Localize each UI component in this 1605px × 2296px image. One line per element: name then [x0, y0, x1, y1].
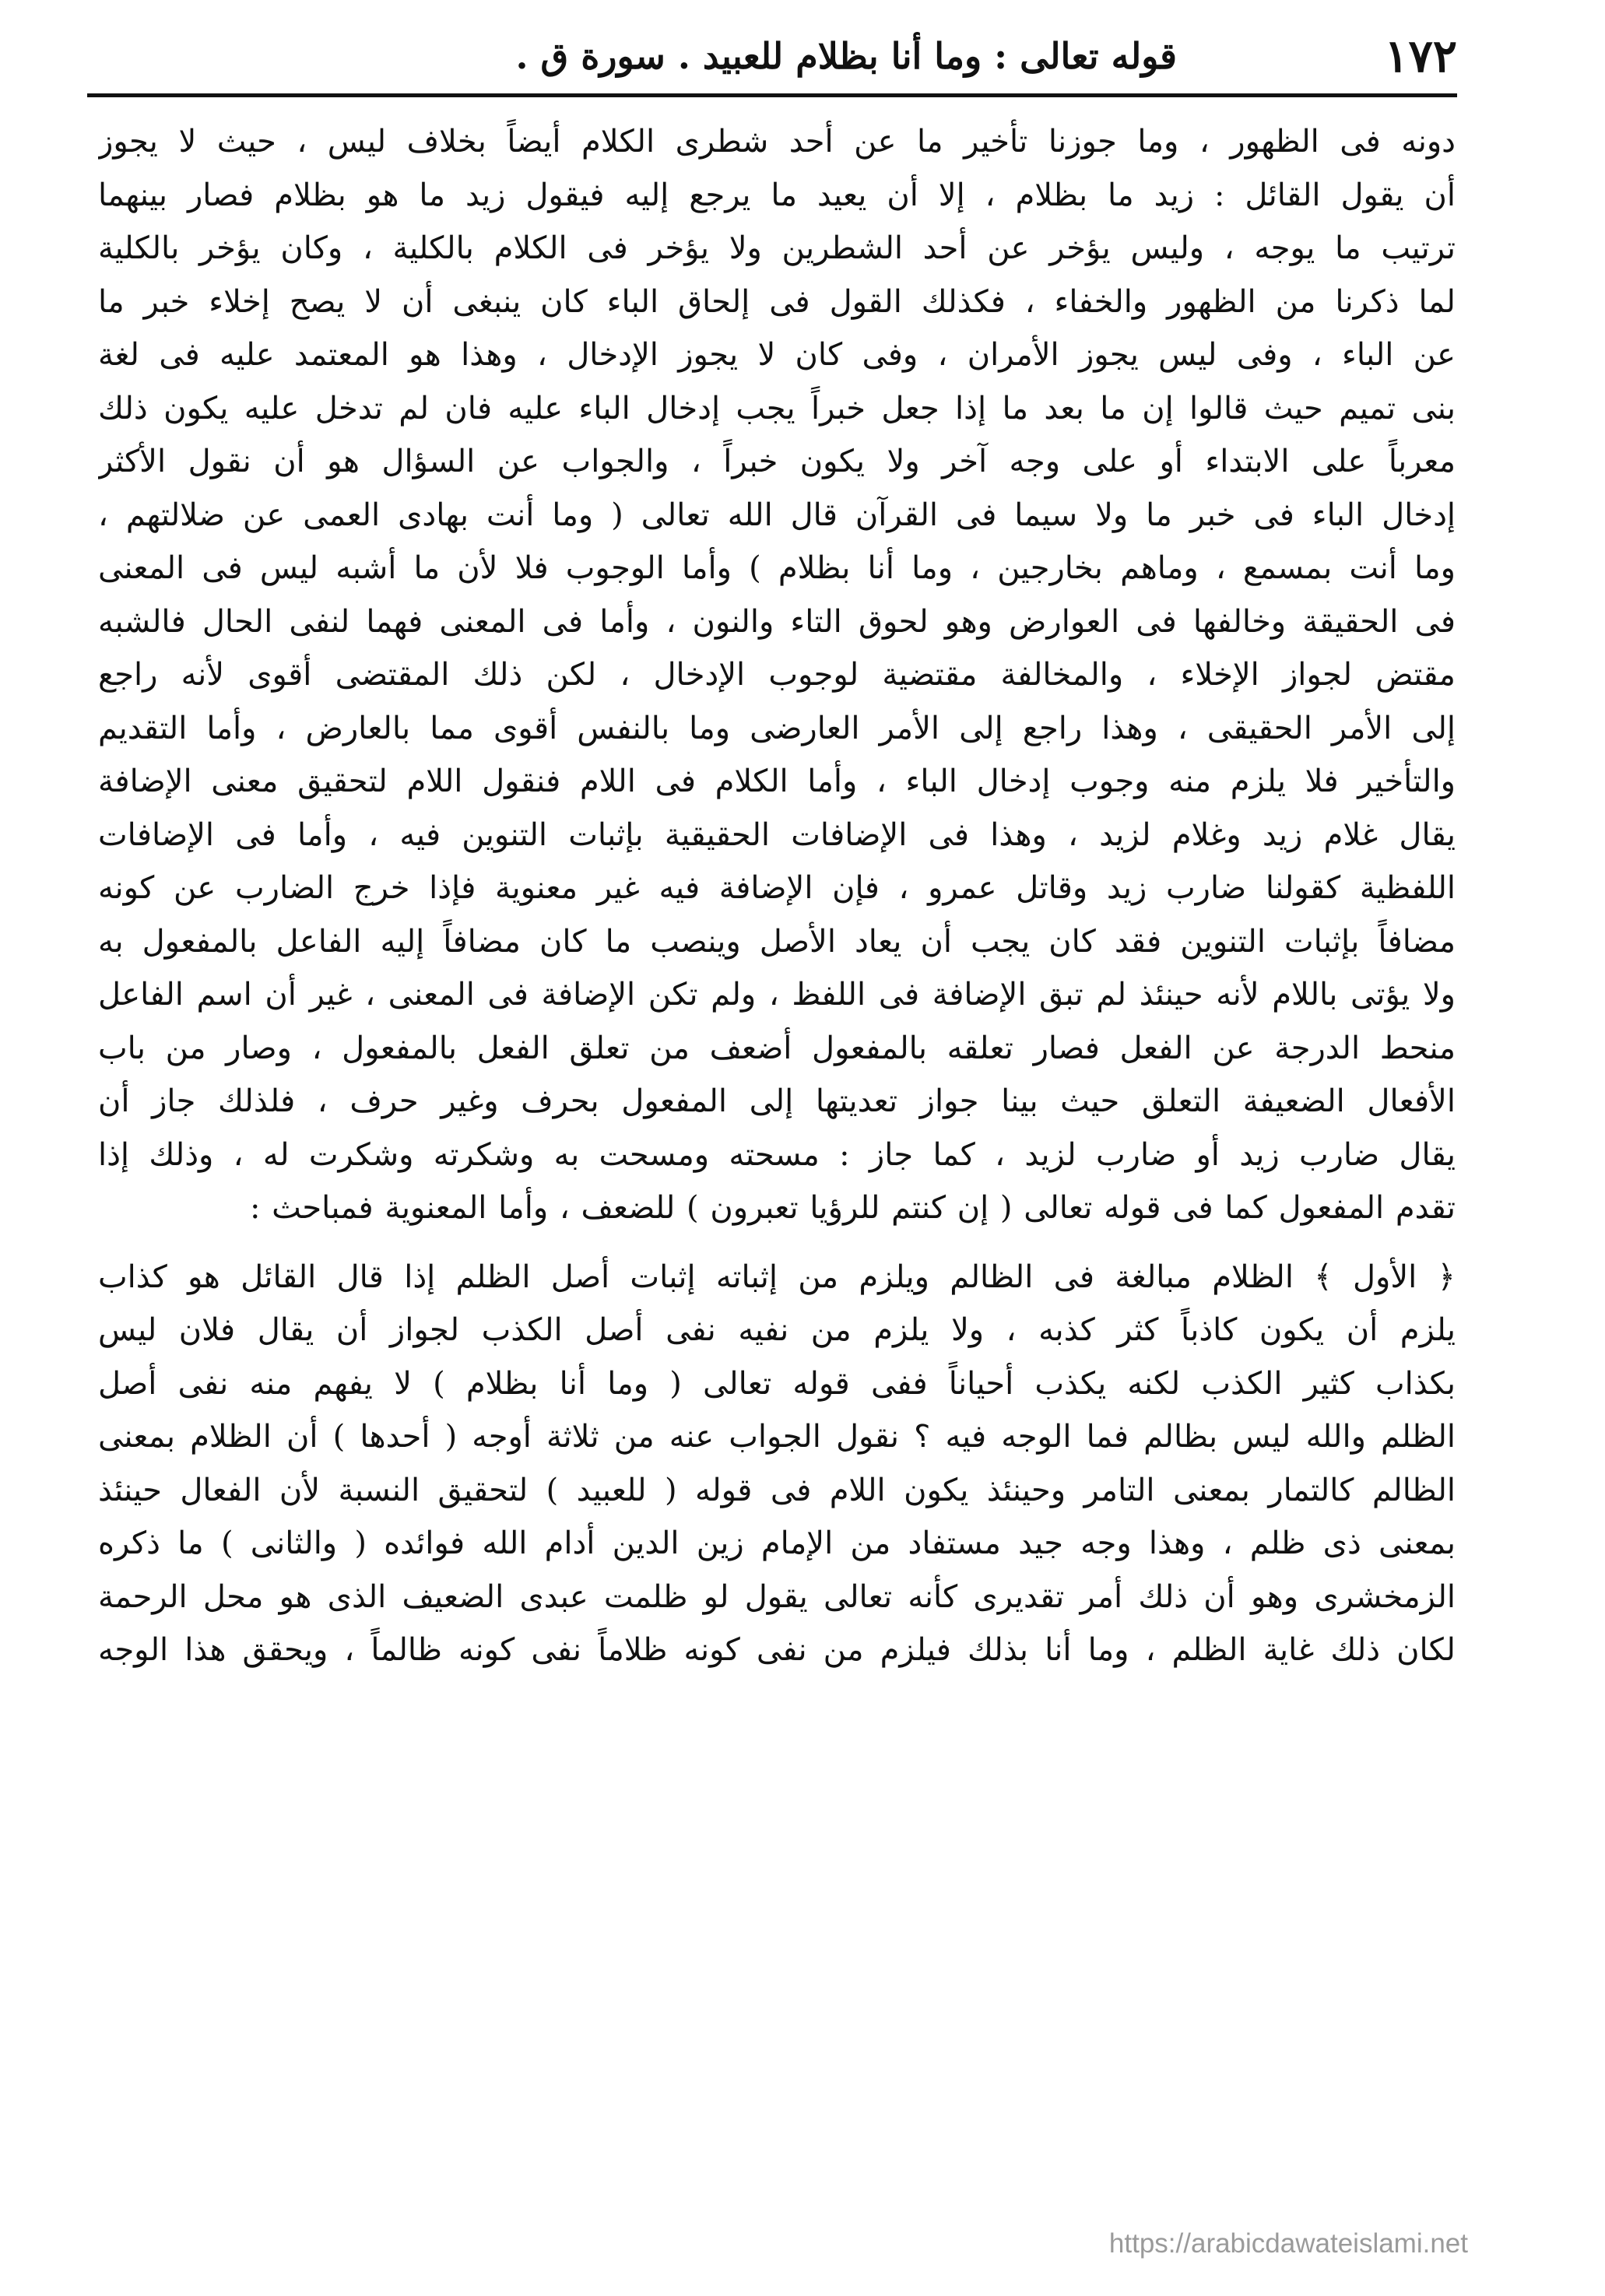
text-line: اللفظية كقولنا ضارب زيد وقاتل عمرو ، فإن الإضافة فيه غير معنوية فإذا خرج الضارب عن كونه	[98, 870, 1456, 906]
text-line: الظالم كالتمار بمعنى التامر وحينئذ يكون اللام فى قوله ( للعبيد ) لتحقيق النسبة لأن الفعال حينئذ	[98, 1472, 1456, 1508]
text-line: إدخال الباء فى خبر ما ولا سيما فى القرآن قال الله تعالى ( وما أنت بهادى العمى عن ضلالتهم ،	[98, 497, 1456, 533]
text-line: منحط الدرجة عن الفعل فصار تعلقه بالمفعول أضعف من تعلق الفعل بالمفعول ، وصار من باب	[98, 1030, 1456, 1066]
text-line: يقال ضارب زيد أو ضارب لزيد ، كما جاز : مسحته ومسحت به وشكرته وشكرت له ، وذلك إذا	[98, 1136, 1456, 1173]
text-line: وما أنت بمسمع ، وماهم بخارجين ، وما أنا بظلام ) وأما الوجوب فلا لأن ما أشبه ليس فى المعنى	[98, 550, 1456, 586]
text-line: عن الباء ، وفى ليس يجوز الأمران ، وفى كان لا يجوز الإدخال ، وهذا هو المعتمد عليه فى لغة	[98, 337, 1456, 373]
text-line: لما ذكرنا من الظهور والخفاء ، فكذلك القول فى إلحاق الباء كان ينبغى أن لا يصح إخلاء خبر ما	[98, 283, 1456, 320]
text-line: لكان ذلك غاية الظلم ، وما أنا بذلك فيلزم من نفى كونه ظلاماً نفى كونه ظالماً ، ويحقق هذا الوجه	[98, 1632, 1456, 1668]
text-line: الزمخشرى وهو أن ذلك أمر تقديرى كأنه تعالى يقول لو ظلمت عبدى الضعيف الذى هو محل الرحمة	[98, 1578, 1456, 1615]
header-rule	[87, 93, 1457, 97]
text-line: أن يقول القائل : زيد ما بظلام ، إلا أن يعيد ما يرجع إليه فيقول زيد ما هو بظلام فصار بينهما	[98, 177, 1456, 213]
text-line: ولا يؤتى باللام لأنه حينئذ لم تبق الإضافة فى اللفظ ، ولم تكن الإضافة فى المعنى ، غير أن اسم الفاعل	[98, 977, 1456, 1013]
text-line: تقدم المفعول كما فى قوله تعالى ( إن كنتم للرؤيا تعبرون ) للضعف ، وأما المعنوية فمباحث :	[249, 1190, 1456, 1226]
text-line: فى الحقيقة وخالفها فى العوارض وهو لحوق التاء والنون ، وأما فى المعنى فهما لنفى الحال فالشبه	[98, 603, 1456, 640]
text-line: الظلم والله ليس بظالم فما الوجه فيه ؟ نقول الجواب عنه من ثلاثة أوجه ( أحدها ) أن الظلام بمعنى	[98, 1419, 1456, 1455]
text-line: والتأخير فلا يلزم منه وجوب إدخال الباء ، وأما الكلام فى اللام فنقول اللام لتحقيق معنى الإضافة	[98, 764, 1456, 799]
page-number: ١٧٢	[1384, 30, 1457, 83]
text-line: معرباً على الابتداء أو على وجه آخر ولا يكون خبراً ، والجواب عن السؤال هو أن نقول الأكثر	[98, 444, 1456, 479]
text-line: يلزم أن يكون كاذباً كثر كذبه ، ولا يلزم من نفيه نفى أصل الكذب لجواز أن يقال فلان ليس	[98, 1312, 1456, 1348]
text-line: مضافاً بإثبات التنوين فقد كان يجب أن يعاد الأصل وينصب ما كان مضافاً إليه الفاعل بالمفعول به	[98, 923, 1456, 960]
text-line: بمعنى ذى ظلم ، وهذا وجه جيد مستفاد من الإمام زين الدين أدام الله فوائده ( والثانى ) ما ذكره	[98, 1525, 1456, 1561]
text-line: إلى الأمر الحقيقى ، وهذا راجع إلى الأمر العارضى وما بالنفس أقوى مما بالعارض ، وأما التقديم	[98, 710, 1456, 746]
body-text	[98, 115, 1456, 1677]
text-line: ﴿ الأول ﴾ الظلام مبالغة فى الظالم ويلزم من إثباته إثبات أصل الظلم إذا قال القائل هو كذاب	[98, 1259, 1456, 1295]
text-line: يقال غلام زيد وغلام لزيد ، وهذا فى الإضافات الحقيقية بإثبات التنوين فيه ، وأما فى الإضافات	[98, 816, 1456, 853]
text-line: الأفعال الضعيفة التعلق حيث بينا جواز تعديتها إلى المفعول بحرف وغير حرف ، فلذلك جاز أن	[98, 1083, 1456, 1119]
source-watermark: https://arabicdawateislami.net	[1108, 2228, 1468, 2259]
paragraph-gap	[98, 1235, 1456, 1251]
text-line: دونه فى الظهور ، وما جوزنا تأخير ما عن أحد شطرى الكلام أيضاً بخلاف ليس ، حيث لا يجوز	[98, 124, 1456, 160]
text-line: بكذاب كثير الكذب لكنه يكذب أحياناً ففى قوله تعالى ( وما أنا بظلام ) لا يفهم منه نفى أصل	[98, 1365, 1456, 1402]
page-header	[87, 26, 1457, 89]
running-title: قوله تعالى : وما أنا بظلام للعبيد . سورة ق .	[515, 35, 1177, 77]
text-line: مقتض لجواز الإخلاء ، والمخالفة مقتضية لوجوب الإدخال ، لكن ذلك المقتضى أقوى لأنه راجع	[98, 657, 1456, 693]
text-line: بنى تميم حيث قالوا إن ما بعد ما إذا جعل خبراً يجب إدخال الباء عليه فان لم تدخل عليه يكون ذلك	[98, 390, 1456, 427]
text-line: ترتيب ما يوجه ، وليس يؤخر عن أحد الشطرين ولا يؤخر فى الكلام بالكلية ، وكان يؤخر بالكلية	[98, 230, 1456, 266]
